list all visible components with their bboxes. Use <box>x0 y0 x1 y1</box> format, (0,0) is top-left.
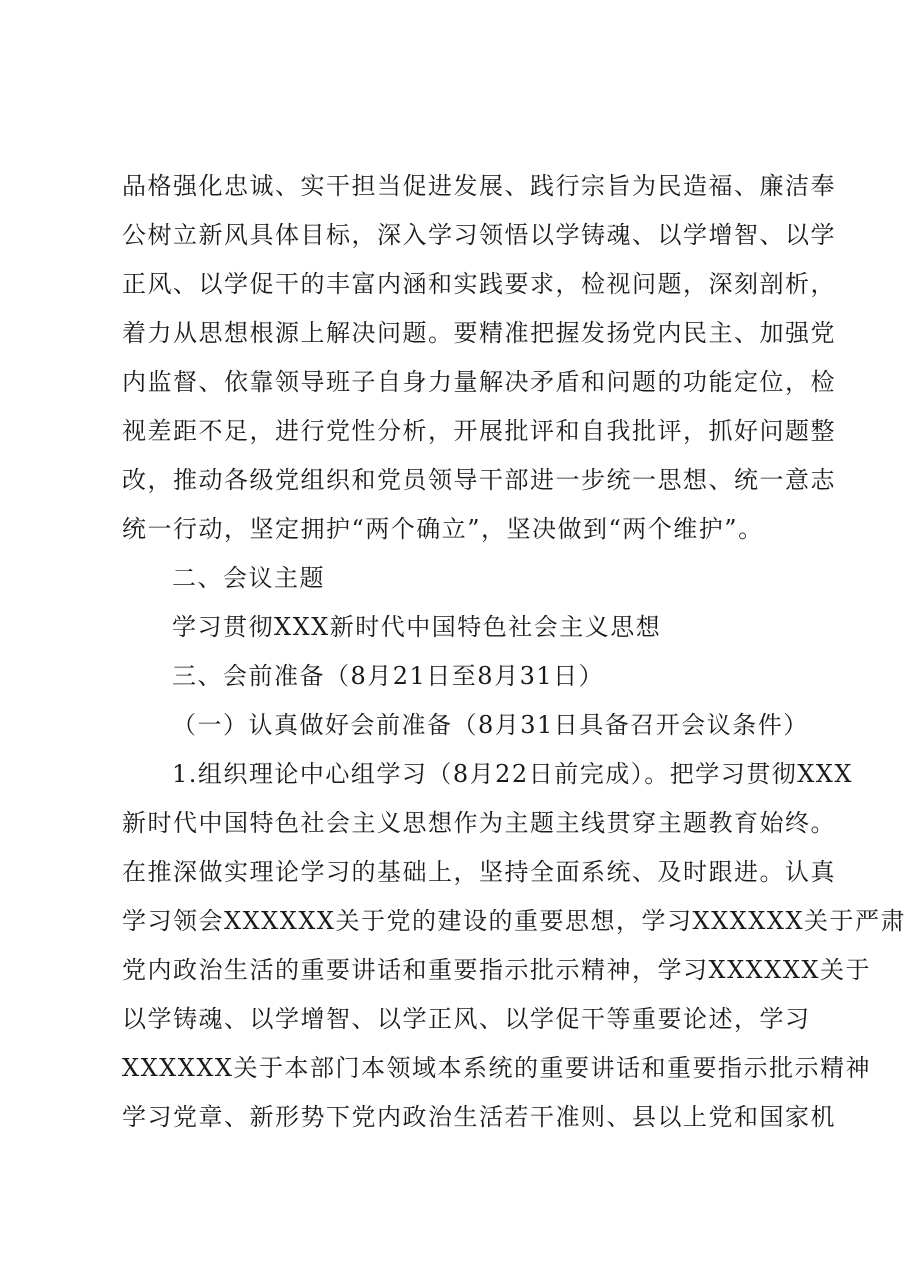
body-text-line: 正风、以学促干的丰富内涵和实践要求，检视问题，深刻剖析， <box>122 270 836 298</box>
section-heading: 二、会议主题 <box>172 564 325 592</box>
body-text-line: 视差距不足，进行党性分析，开展批评和自我批评，抓好问题整 <box>122 417 836 445</box>
body-text-line: 在推深做实理论学习的基础上，坚持全面系统、及时跟进。认真 <box>122 858 836 886</box>
body-text-line: 内监督、依靠领导班子自身力量解决矛盾和问题的功能定位，检 <box>122 368 836 396</box>
body-text-line: 改，推动各级党组织和党员领导干部进一步统一思想、统一意志 <box>122 466 836 494</box>
subsection-heading: （一）认真做好会前准备（8月31日具备召开会议条件） <box>172 711 809 739</box>
body-text-line: 学习党章、新形势下党内政治生活若干准则、县以上党和国家机 <box>122 1103 836 1131</box>
body-text-line: 党内政治生活的重要讲话和重要指示批示精神，学习XXXXXX关于 <box>122 956 872 984</box>
body-text-line: 1.组织理论中心组学习（8月22日前完成）。把学习贯彻XXX <box>172 760 853 788</box>
body-text-line: 学习领会XXXXXX关于党的建设的重要思想，学习XXXXXX关于严肃 <box>122 907 907 935</box>
body-text-line: 着力从思想根源上解决问题。要精准把握发扬党内民主、加强党 <box>122 319 836 347</box>
body-text-line: 新时代中国特色社会主义思想作为主题主线贯穿主题教育始终。 <box>122 809 836 837</box>
body-text-line: 公树立新风具体目标，深入学习领悟以学铸魂、以学增智、以学 <box>122 221 836 249</box>
body-text-line: 统一行动，坚定拥护“两个确立”，坚决做到“两个维护”。 <box>122 515 764 543</box>
section-heading: 三、会前准备（8月21日至8月31日） <box>172 662 605 690</box>
body-text-line: 以学铸魂、以学增智、以学正风、以学促干等重要论述，学习 <box>122 1005 811 1033</box>
body-text-line: 品格强化忠诚、实干担当促进发展、践行宗旨为民造福、廉洁奉 <box>122 172 836 200</box>
meeting-theme-text: 学习贯彻XXX新时代中国特色社会主义思想 <box>172 613 662 641</box>
body-text-line: XXXXXX关于本部门本领域本系统的重要讲话和重要指示批示精神 <box>122 1054 872 1082</box>
